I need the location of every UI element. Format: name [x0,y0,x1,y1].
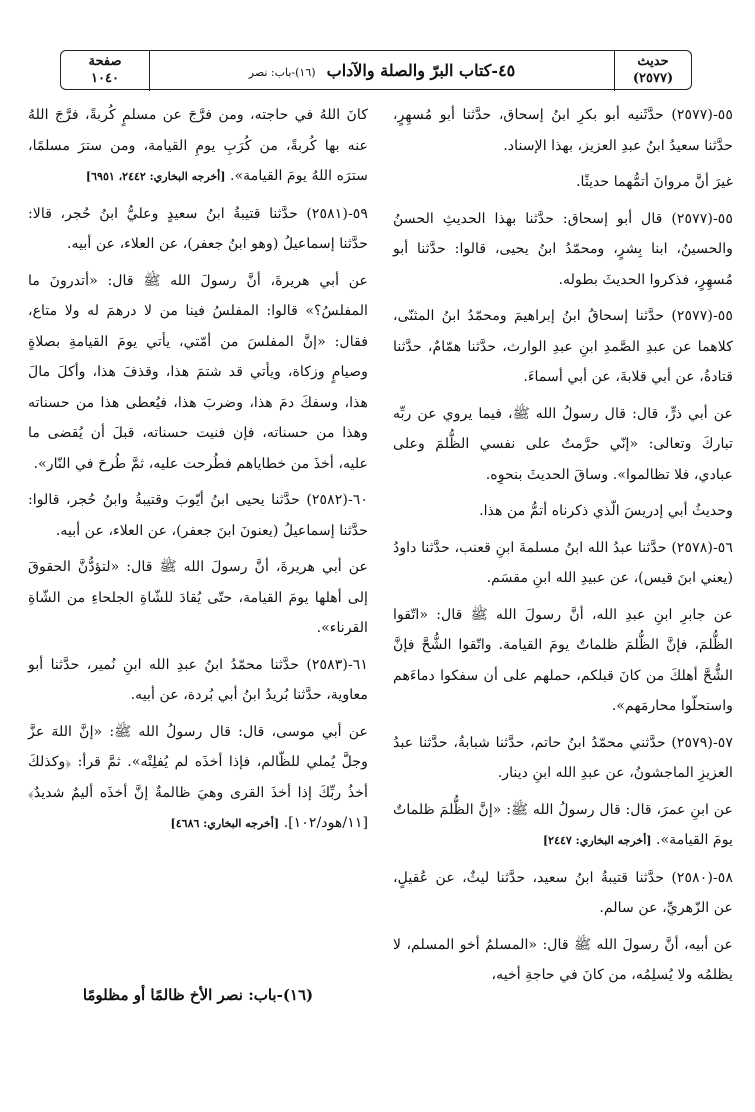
paragraph: ٥٨-(٢٥٨٠) حدَّثنا قتيبةُ ابنُ سعيد، حدَّثنا ليثٌ، عن عُقيلٍ، عن الزّهريِّ، عن سالم. [393,869,733,916]
paragraph: عن أبي هريرةَ، أنَّ رسولَ الله ﷺ قال: «لتؤدُّنَّ الحقوقَ إلى أهلها يومَ القيامة، حتّى يُقادَ للشّاةِ الجلحاءِ من الشّاةِ القرناء». [28,559,368,636]
paragraph: ٥٥-(٢٥٧٧) حدَّثَنيه أبو بكرِ ابنُ إسحاق، حدَّثنا أبو مُسهِرٍ، حدَّثنا سعيدُ ابنُ عبدِ العزيز، بهذا الإسناد. [393,107,733,154]
chapter-heading: (١٦)-باب: نصر الأخ ظالمًا أو مظلومًا [82,986,314,1004]
paragraph: ٥٥-(٢٥٧٧) قال أبو إسحاق: حدَّثنا بهذا الحديثِ الحسنُ والحسينُ، ابنا بِشرٍ، ومحمّدُ ابنُ يحيى، قالوا: حدَّثنا أبو مُسهِرٍ، فذكروا الحديثَ بطوله. [393,210,733,288]
paragraph-text: عن أبي موسى، قال: قال رسولُ الله ﷺ: «إنَّ اللهَ عزَّ وجلَّ يُملي للظّالم، فإذا أخذَه لم يُفلِتْه». ثمَّ قرأ: ﴿وكذلكَ أخذُ ربِّكَ إذا أخذَ القرى وهيَ ظالمةٌ إنَّ أخذَه أليمٌ شديدٌ﴾ [١١/هود/١٠٢]. [28,723,368,831]
paragraph: ٥٧-(٢٥٧٩) حدَّثني محمّدُ ابنُ حاتم، حدَّثنا شبابةُ، حدَّثنا عبدُ العزيزِ الماجشونُ، عن عبدِ الله ابنِ دينار. [393,734,733,781]
paragraph: عن جابرِ ابنِ عبدِ الله، أنَّ رسولَ الله ﷺ قال: «اتّقوا الظُّلمَ، فإنَّ الظُّلمَ ظلماتٌ يومَ القيامة. واتّقوا الشُّحَّ فإنَّ الشُّحَّ أهلكَ من كانَ قبلكم، حملهم على أن سفكوا دماءَهم واستحلّوا محارمَهم». [393,606,733,714]
left-column [28,100,368,846]
paragraph: ٦٠-(٢٥٨٢) حدَّثنا يحيى ابنُ أيّوبَ وقتيبةُ وابنُ حُجر، قالوا: حدَّثنا إسماعيلُ (يعنونَ ابنَ جعفر)، عن العلاء، عن أبيه. [28,492,368,539]
bukhari-reference: [أخرجه البخاري: ٢٤٤٢، ٦٩٥١] [85,170,226,183]
page-label: صفحة [88,54,122,69]
bab-title: (١٦)-باب: نصر [248,66,316,79]
paragraph [393,795,733,857]
hadith-label: حديث [637,54,669,69]
paragraph: وحديثُ أبي إدريسَ الّذي ذكرناه أتمُّ من هذا. [479,503,733,519]
paragraph [28,717,368,840]
bukhari-reference: [أخرجه البخاري: ٤٦٨٦] [170,817,280,830]
paragraph: ٥٩-(٢٥٨١) حدَّثنا قتيبةُ ابنُ سعيدٍ وعليُّ ابنُ حُجر، قالا: حدَّثنا إسماعيلُ (وهو ابنُ جعفر)، عن العلاء، عن أبيه. [28,205,368,252]
page-number-box [61,51,150,91]
paragraph: ٥٥-(٢٥٧٧) حدَّثنا إسحاقُ ابنُ إبراهيمَ ومحمّدُ ابنُ المثنّى، كلاهما عن عبدِ الصَّمدِ ابنِ عبدِ الوارث، حدَّثنا همّامٌ، حدَّثنا قتادةُ، عن أبي قلابةَ، عن أبي أسماءَ. [393,308,733,385]
paragraph: ٦١-(٢٥٨٣) حدَّثنا محمّدُ ابنُ عبدِ الله ابنِ نُمير، حدَّثنا أبو معاوية، حدَّثنا بُريدُ ابنُ أبي بُردة، عن أبيه. [28,656,368,703]
hadith-range: (٢٥٧٧) [632,71,674,86]
paragraph [28,100,368,193]
right-column [393,100,733,997]
paragraph: غيرَ أنَّ مروانَ أتمُّهما حديثًا. [575,174,733,190]
paragraph-text: عن ابنِ عمرَ، قال: قال رسولُ الله ﷺ: «إنَّ الظُّلمَ ظلماتٌ يومَ القيامة». [393,801,733,848]
paragraph: عن أبي ذرٍّ، قال: قال رسولُ الله ﷺ، فيما يروي عن ربِّه تباركَ وتعالى: «إنّي حرَّمتُ على نفسي الظُّلمَ وعلى عبادي، فلا تظالموا». وساقَ الحديثَ بنحوِه. [393,405,733,483]
paragraph: عن أبيه، أنَّ رسولَ الله ﷺ قال: «المسلمُ أخو المسلم، لا يظلمُه ولا يُسلِمُه، من كانَ في حاجةِ أخيه، [393,936,733,983]
bukhari-reference: [أخرجه البخاري: ٢٤٤٧] [542,834,652,847]
paragraph: ٥٦-(٢٥٧٨) حدَّثنا عبدُ الله ابنُ مسلمةَ ابنِ قعنب، حدَّثنا داودُ (يعني ابنَ قيس)، عن عبيدِ الله ابنِ مقسَم. [393,539,733,586]
page-number: ١٠٤٠ [91,71,119,86]
page-header [60,50,692,90]
book-title: ٤٥-كتاب البرّ والصلة والآداب [326,61,516,80]
header-title-box [151,51,613,89]
paragraph-text: كانَ اللهُ في حاجته، ومن فرَّجَ عن مسلمٍ كُربةً، فرَّجَ اللهُ عنه بها كُربةً، من كُرَبِ يومِ القيامة، ومن سترَ مسلمًا، سترَه اللهُ يومَ القيامة». [28,107,368,184]
hadith-number-box [614,51,691,91]
paragraph: عن أبي هريرةَ، أنَّ رسولَ الله ﷺ قال: «أتدرونَ ما المفلسُ؟» قالوا: المفلسُ فينا من لا درهمَ له ولا متاع، فقال: «إنَّ المفلسَ من أمّتي، يأتي يومَ القيامةِ بصلاةٍ وصيامٍ وزكاة، ويأتي قد شتمَ هذا، وقذفَ هذا، وأكلَ مالَ هذا، وسفكَ دمَ هذا، وضربَ هذا، فيُعطى هذا من حسناته وهذا من حسناته، فإن فنيت حسناته، قبلَ أن يُقضى ما عليه، أخذَ من خطاياهم فطُرحت عليه، ثمَّ طُرحَ في النّار». [28,272,368,472]
